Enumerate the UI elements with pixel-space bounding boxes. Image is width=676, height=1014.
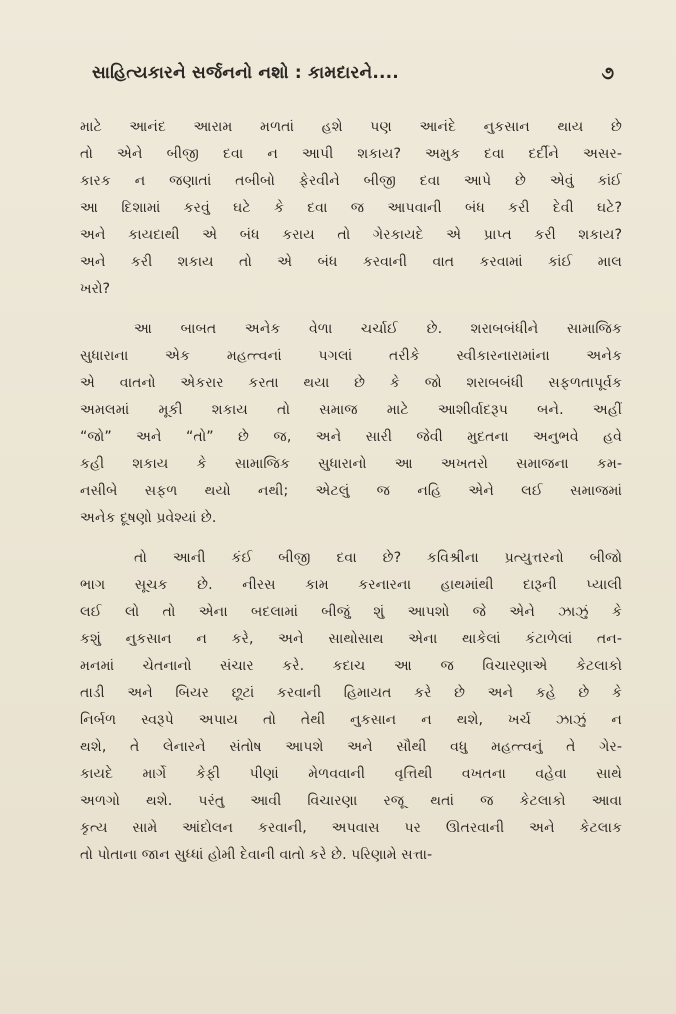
text-line: તો એને બીજી દવા ન આપી શકાય? અમુક દવા દર્દીને અસર-	[80, 146, 622, 162]
page-number: ૭	[601, 62, 614, 84]
text-line: કાયદે માર્ગે કેફી પીણાં મેળવવાની વૃત્તિથી વખતના વહેવા સાથે	[80, 766, 622, 782]
body-text	[80, 114, 622, 869]
text-line: કહી શકાય કે સામાજિક સુધારાનો આ અખતરો સમાજના કમ-	[80, 456, 622, 472]
paragraph-gap	[80, 303, 622, 316]
paragraph	[80, 114, 622, 303]
text-line: તાડી અને બિયર છૂટાં કરવાની હિમાયત કરે છે અને કહે છે કે	[80, 685, 622, 701]
text-line: અમલમાં મૂકી શકાય તો સમાજ માટે આશીર્વાદરૂપ બને. અહીં	[80, 402, 622, 418]
text-line: તો પોતાના જાન સુધ્ધાં હોમી દેવાની વાતો કરે છે. પરિણામે સત્તા-	[80, 847, 433, 863]
running-head: સાહિત્યકારને સર્જનનો નશો : કામદારને....	[92, 63, 399, 83]
paragraph-gap	[80, 532, 622, 545]
text-line: સુધારાના એક મહત્ત્વનાં પગલાં તરીકે સ્વીકારનારામાંના અનેક	[80, 348, 622, 364]
text-line: મનમાં ચેતનાનો સંચાર કરે. કદાચ આ જ વિચારણાએ કેટલાકો	[80, 658, 622, 674]
text-line: આ બાબત અનેક વેળા ચર્ચાઈ છે. શરાબબંધીને સામાજિક	[134, 321, 622, 337]
text-line: નિર્બળ સ્વરૂપે અપાય તો તેથી નુકસાન ન થશે, ખર્ચ ઝાઝું ન	[80, 712, 622, 728]
page-header	[92, 56, 614, 90]
text-line: ભાગ સૂચક છે. નીરસ કામ કરનારના હાથમાંથી દારૂની પ્યાલી	[80, 577, 622, 593]
paragraph	[80, 545, 622, 869]
text-line: અળગો થશે. પરંતુ આવી વિચારણા રજૂ થતાં જ કેટલાકો આવા	[80, 793, 622, 809]
text-line: કૃત્ય સામે આંદોલન કરવાની, અપવાસ પર ઊતરવાની અને કેટલાક	[80, 820, 622, 836]
text-line: તો આની કંઈ બીજી દવા છે? કવિશ્રીના પ્રત્યુત્તરનો બીજો	[134, 550, 622, 566]
text-line: કારક ન જણાતાં તબીબો ફેરવીને બીજી દવા આપે છે એવું કાંઈ	[80, 173, 622, 189]
text-line: નસીબે સફળ થયો નથી; એટલું જ નહિ એને લઈ સમાજમાં	[80, 483, 622, 499]
text-line: આ દિશામાં કરવું ઘટે કે દવા જ આપવાની બંધ કરી દેવી ઘટે?	[80, 200, 622, 216]
text-line: અને કાયદાથી એ બંધ કરાય તો ગેરકાયદે એ પ્રાપ્ત કરી શકાય?	[80, 227, 622, 243]
text-line: લઈ લો તો એના બદલામાં બીજું શું આપશો જે એને ઝાઝું કે	[80, 604, 622, 620]
text-line: માટે આનંદ આરામ મળતાં હશે પણ આનંદે નુકસાન થાય છે	[80, 119, 622, 135]
text-line: થશે, તે લેનારને સંતોષ આપશે અને સૌથી વધુ મહત્ત્વનું તે ગેર-	[80, 739, 622, 755]
paragraph	[80, 316, 622, 532]
text-line: “જો” અને “તો” છે જ, અને સારી જેવી મુદતના અનુભવે હવે	[80, 429, 622, 445]
text-line: કશું નુકસાન ન કરે, અને સાથોસાથ એના થાકેલાં કંટાળેલાં તન-	[80, 631, 622, 647]
text-line: ખરો?	[80, 281, 111, 297]
text-line: અનેક દૂષણો પ્રવેશ્યાં છે.	[80, 510, 217, 526]
text-line: એ વાતનો એકરાર કરતા થયા છે કે જો શરાબબંધી સફળતાપૂર્વક	[80, 375, 622, 391]
text-line: અને કરી શકાય તો એ બંધ કરવાની વાત કરવામાં કાંઈ માલ	[80, 254, 622, 270]
